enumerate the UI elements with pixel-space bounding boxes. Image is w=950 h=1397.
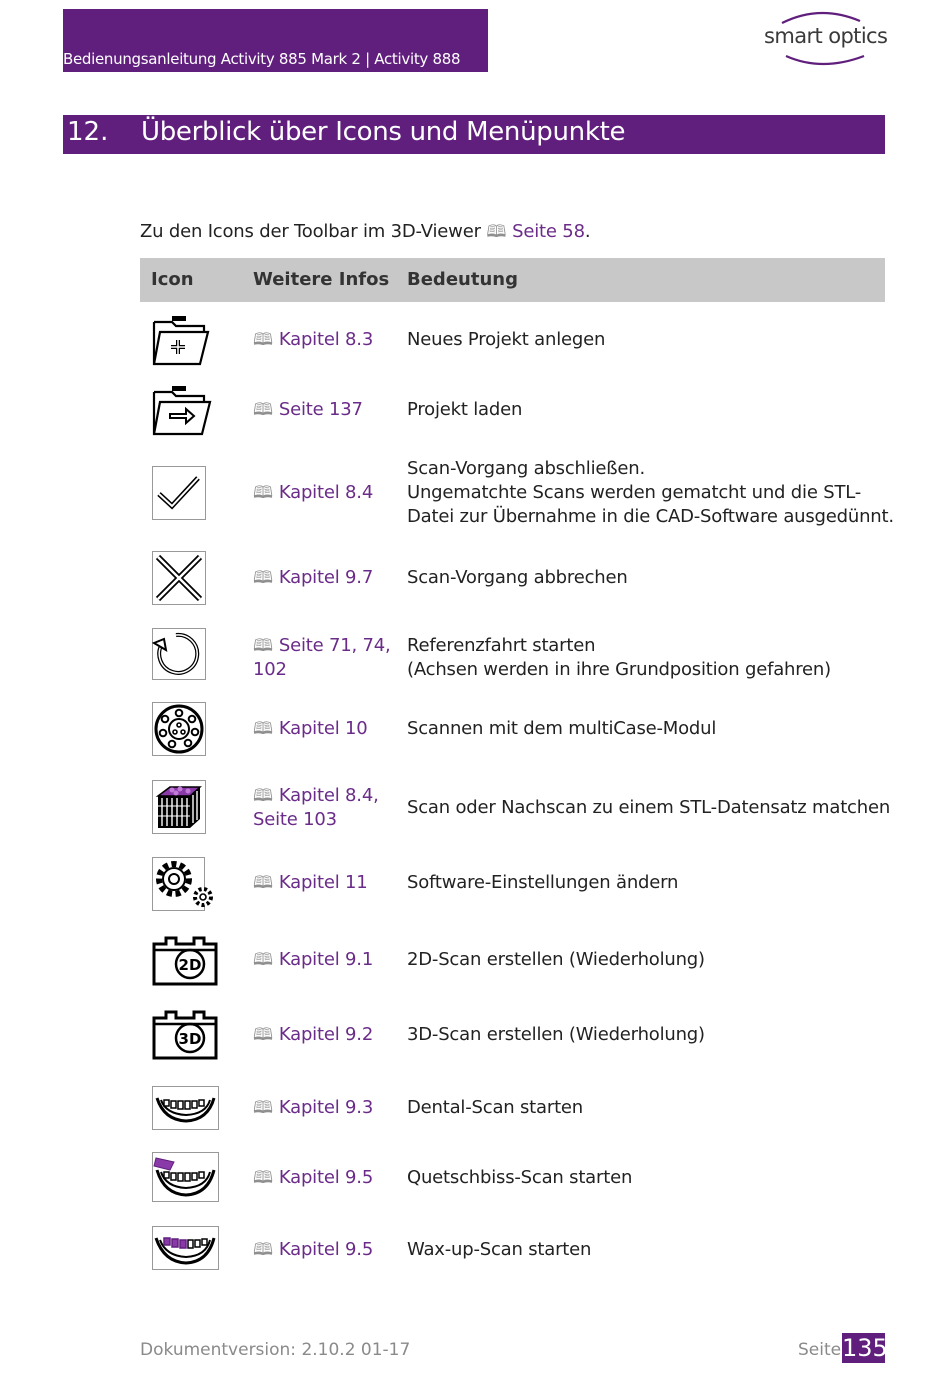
meaning-cell: Scan-Vorgang abschließen. Ungematchte Scans werden gematcht und die STL- Datei zur Übernahme in die CAD-Software ausgedünnt. xyxy=(407,458,894,527)
book-icon: 🕮 xyxy=(253,636,273,656)
meaning-cell: Projekt laden xyxy=(407,399,523,420)
book-icon: 🕮 xyxy=(253,1168,273,1188)
intro-end: . xyxy=(584,221,591,242)
book-icon: 🕮 xyxy=(253,330,273,350)
logo-text: smart optics xyxy=(764,24,888,48)
meaning-cell: Scan oder Nachscan zu einem STL-Datensatz matchen xyxy=(407,797,891,818)
intro-page-link[interactable]: Seite 58 xyxy=(512,221,585,242)
svg-text:3D: 3D xyxy=(178,1030,202,1048)
meaning-cell: 2D-Scan erstellen (Wiederholung) xyxy=(407,949,705,970)
page-number: 135 xyxy=(842,1334,888,1362)
meaning-cell: Neues Projekt anlegen xyxy=(407,329,606,350)
info-cell[interactable]: 🕮 Kapitel 9.3 xyxy=(253,1097,374,1118)
meaning-cell: Quetschbiss-Scan starten xyxy=(407,1167,633,1188)
info-cell[interactable]: 🕮 Kapitel 9.5 xyxy=(253,1167,374,1188)
dental-scan-icon[interactable] xyxy=(152,1086,220,1130)
info-cell[interactable]: 🕮 Kapitel 9.5 xyxy=(253,1239,374,1260)
multicase-icon[interactable] xyxy=(152,702,206,756)
info-cell[interactable]: 🕮 Kapitel 9.2 xyxy=(253,1024,374,1045)
new-project-icon[interactable] xyxy=(152,316,210,368)
scan-2d-icon[interactable] xyxy=(152,936,220,988)
intro-paragraph xyxy=(140,219,590,248)
info-cell[interactable]: 🕮 Kapitel 8.4 xyxy=(253,482,374,503)
book-icon: 🕮 xyxy=(486,222,507,242)
book-icon: 🕮 xyxy=(253,568,273,588)
scan-3d-icon[interactable] xyxy=(152,1010,220,1062)
header-title: Bedienungsanleitung Activity 885 Mark 2 | Activity 888 xyxy=(63,50,461,68)
info-cell[interactable]: 🕮 Seite 71, 74, 102 xyxy=(253,635,391,680)
checkmark-icon[interactable] xyxy=(152,466,206,520)
info-cell[interactable]: 🕮 Kapitel 8.4, Seite 103 xyxy=(253,785,379,830)
meaning-cell: Wax-up-Scan starten xyxy=(407,1239,592,1260)
book-icon: 🕮 xyxy=(253,873,273,893)
svg-text:2D: 2D xyxy=(178,956,202,974)
reference-run-icon[interactable] xyxy=(152,628,206,680)
page-label: Seite xyxy=(798,1340,842,1360)
book-icon: 🕮 xyxy=(253,719,273,739)
chapter-title: Überblick über Icons und Menüpunkte xyxy=(141,117,626,147)
meaning-cell: Dental-Scan starten xyxy=(407,1097,584,1118)
info-cell[interactable]: 🕮 Kapitel 8.3 xyxy=(253,329,374,350)
cancel-x-icon[interactable] xyxy=(152,551,206,605)
book-icon: 🕮 xyxy=(253,786,273,806)
header-info: Weitere Infos xyxy=(253,269,390,290)
info-cell[interactable]: 🕮 Kapitel 9.1 xyxy=(253,949,374,970)
book-icon: 🕮 xyxy=(253,1025,273,1045)
chapter-heading xyxy=(63,115,885,154)
chapter-number: 12. xyxy=(67,117,109,147)
book-icon: 🕮 xyxy=(253,950,273,970)
table-header xyxy=(140,258,885,302)
header-meaning: Bedeutung xyxy=(407,269,518,290)
bite-scan-icon[interactable] xyxy=(152,1152,220,1202)
info-cell[interactable]: 🕮 Seite 137 xyxy=(253,399,363,420)
book-icon: 🕮 xyxy=(253,1240,273,1260)
meaning-cell: Software-Einstellungen ändern xyxy=(407,872,679,893)
header-icon: Icon xyxy=(151,269,194,290)
stl-match-icon[interactable] xyxy=(152,780,206,834)
icon-table xyxy=(140,258,894,1260)
book-icon: 🕮 xyxy=(253,1098,273,1118)
meaning-cell: 3D-Scan erstellen (Wiederholung) xyxy=(407,1024,705,1045)
meaning-cell: Referenzfahrt starten (Achsen werden in ihre Grundposition gefahren) xyxy=(407,635,831,680)
book-icon: 🕮 xyxy=(253,400,273,420)
document-version: Dokumentversion: 2.10.2 01-17 xyxy=(140,1340,411,1360)
intro-text: Zu den Icons der Toolbar im 3D-Viewer xyxy=(140,221,487,242)
meaning-cell: Scan-Vorgang abbrechen xyxy=(407,567,628,588)
info-cell[interactable]: 🕮 Kapitel 10 xyxy=(253,718,368,739)
info-cell[interactable]: 🕮 Kapitel 11 xyxy=(253,872,368,893)
load-project-icon[interactable] xyxy=(152,384,212,438)
gears-icon[interactable] xyxy=(152,857,220,911)
smart-optics-logo xyxy=(760,8,886,70)
waxup-scan-icon[interactable] xyxy=(152,1226,220,1270)
info-cell[interactable]: 🕮 Kapitel 9.7 xyxy=(253,567,374,588)
book-icon: 🕮 xyxy=(253,483,273,503)
meaning-cell: Scannen mit dem multiCase-Modul xyxy=(407,718,717,739)
